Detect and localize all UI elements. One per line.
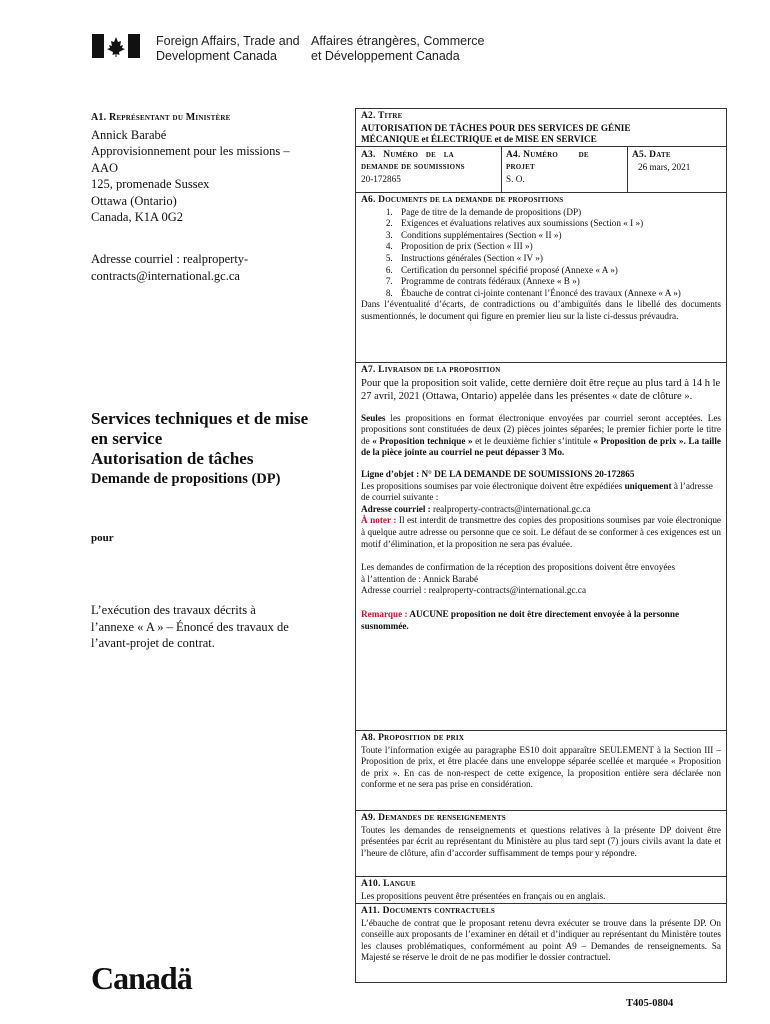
- a6-document-item: 7. Programme de contrats fédéraux (Annexe « B »): [395, 276, 721, 288]
- a6-document-item: 2. Exigences et évaluations relatives aux soumissions (Section « I »): [395, 218, 721, 230]
- department-name-fr: Affaires étrangères, Commerce et Développement Canada: [311, 34, 485, 63]
- a1-line: Annick Barabé: [91, 127, 167, 142]
- a6-document-item: 5. Instructions générales (Section « IV »): [395, 253, 721, 265]
- a3-cell: A3. Numéro de la demande de soumissions 20-172865: [361, 150, 465, 184]
- work-description: L’exécution des travaux décrits à l’annexe « A » – Énoncé des travaux de l’avant-projet de contrat.: [91, 603, 289, 650]
- a6-document-item: 1. Page de titre de la demande de propositions (DP): [395, 207, 721, 219]
- a9-enquiries-cell: A9. Demandes de renseignements Toutes les demandes de renseignements et questions relatives à la présente DP doivent être présentées par écrit au représentant du Ministère au plus tard sept (7) jours civils avant la date et l’heure de clôture, afin d’accorder suffisamment de temps pour y répondre.: [356, 811, 726, 877]
- a10-language-cell: A10. Langue Les propositions peuvent être présentées en français ou en anglais.: [356, 877, 726, 904]
- canada-wordmark: Canadä: [91, 960, 192, 996]
- contact-email: Adresse courriel : realproperty- contracts@international.gc.ca: [91, 252, 249, 283]
- a1-line: Approvisionnement pour les missions –: [91, 144, 290, 158]
- a7-delivery-cell: A7. Livraison de la proposition Pour que la proposition soit valide, cette dernière doit être reçue au plus tard à 14 h le 27 avril, 2021 (Ottawa, Ontario) appelée dans les présentes « date de clôture ». Seules les propositions en format électronique envoyées par courriel seront acceptées. Les propositions sont constituées de deux (2) pièces jointes séparées; le premier fichier porte le titre de « Proposition technique » et le deuxième fichier s’intitule « Proposition de prix ». La taille de la pièce jointe au courriel ne peut dépasser 3 Mo. Ligne d’objet : N° DE LA DEMANDE DE SOUMISSIONS 20-172865 Les propositions soumises par voie électronique doivent être expédiées uniquement à l’adresse de courriel suivante : Adresse courriel : realproperty-contracts@international.gc.ca À noter : Il est interdit de transmettre des copies des propositions soumises par voie électronique à quelque autre adresse ou personne que ce soit. Le défaut de se conformer à ces exigences est un motif d’élimination, et la proposition ne sera pas évaluée. Les demandes de confirmation de la réception des propositions doivent être envoyées à l’attention de : Annick Barabé Adresse courriel : realproperty-contracts@international.gc.ca Remarque : AUCUNE proposition ne doit être directement envoyée à la personne susnommée.: [356, 363, 726, 731]
- a6-document-item: 4. Proposition de prix (Section « III »): [395, 241, 721, 253]
- rfp-info-table: [355, 108, 727, 983]
- a6-document-item: 6. Certification du personnel spécifié proposé (Annexe « A »): [395, 265, 721, 277]
- a6-documents-cell: A6. Documents de la demande de propositions 1. Page de titre de la demande de propositions (DP) 2. Exigences et évaluations relatives aux soumissions (Section « I ») 3. Conditions supplémentaires (Section « II ») 4. Proposition de prix (Section « III ») 5. Instructions générales (Section « IV ») 6. Certification du personnel spécifié proposé (Annexe « A ») 7. Programme de contrats fédéraux (Annexe « B ») 8. Ébauche de contrat ci-jointe contenant l’Énoncé des travaux (Annexe « A ») Dans l’éventualité d’écarts, de contradictions ou d’ambiguïtés dans le libellé des documents susmentionnés, le document qui figure en premier lieu sur la liste ci-dessus prévaudra.: [356, 193, 726, 363]
- a6-document-item: 3. Conditions supplémentaires (Section « II »): [395, 230, 721, 242]
- a2-title-cell: A2. Titre AUTORISATION DE TÂCHES POUR DES SERVICES DE GÉNIE MÉCANIQUE et ÉLECTRIQUE et de MISE EN SERVICE: [356, 109, 726, 147]
- a1-label: A1. Représentant du Ministère: [91, 112, 231, 123]
- a11-contract-cell: A11. Documents contractuels L’ébauche de contrat que le proposant retenu devra exécuter se trouve dans la présente DP. On conseille aux proposants de l’examiner en détail et d’indiquer au représentant du Ministère toutes les clauses problématiques, conformément au point A9 – Demandes de renseignements. Sa Majesté se réserve le droit de ne pas modifier le dossier contractuel.: [361, 906, 721, 963]
- a1-line: Canada, K1A 0G2: [91, 210, 183, 224]
- a1-line: AAO: [91, 160, 119, 175]
- pour-label: pour: [91, 532, 114, 544]
- a5-cell: A5. Date 26 mars, 2021: [632, 150, 691, 172]
- canada-flag-icon: [92, 34, 140, 58]
- a1-representative: [91, 110, 336, 226]
- a6-document-item: 8. Ébauche de contrat ci-jointe contenant l’Énoncé des travaux (Annexe « A »): [395, 288, 721, 300]
- a1-line: 125, promenade Sussex: [91, 177, 210, 191]
- department-name-en: Foreign Affairs, Trade and Development Canada: [156, 34, 300, 63]
- a1-line: Ottawa (Ontario): [91, 193, 177, 208]
- a8-price-cell: A8. Proposition de prix Toute l’information exigée au paragraphe ES10 doit apparaître SEULEMENT à la Section III – Proposition de prix, et être placée dans une enveloppe séparée scellée et marquée « Proposition de prix ». En cas de non-respect de cette exigence, la proposition entière sera déclarée non conforme et ne sera pas prise en considération.: [356, 731, 726, 811]
- a6-document-list: [361, 207, 721, 300]
- a4-cell: A4. Numéro de projet S. O.: [506, 150, 589, 184]
- rfp-title: Services techniques et de mise en service Autorisation de tâches Demande de propositions (DP): [91, 409, 309, 487]
- form-code: T405-0804: [626, 998, 674, 1009]
